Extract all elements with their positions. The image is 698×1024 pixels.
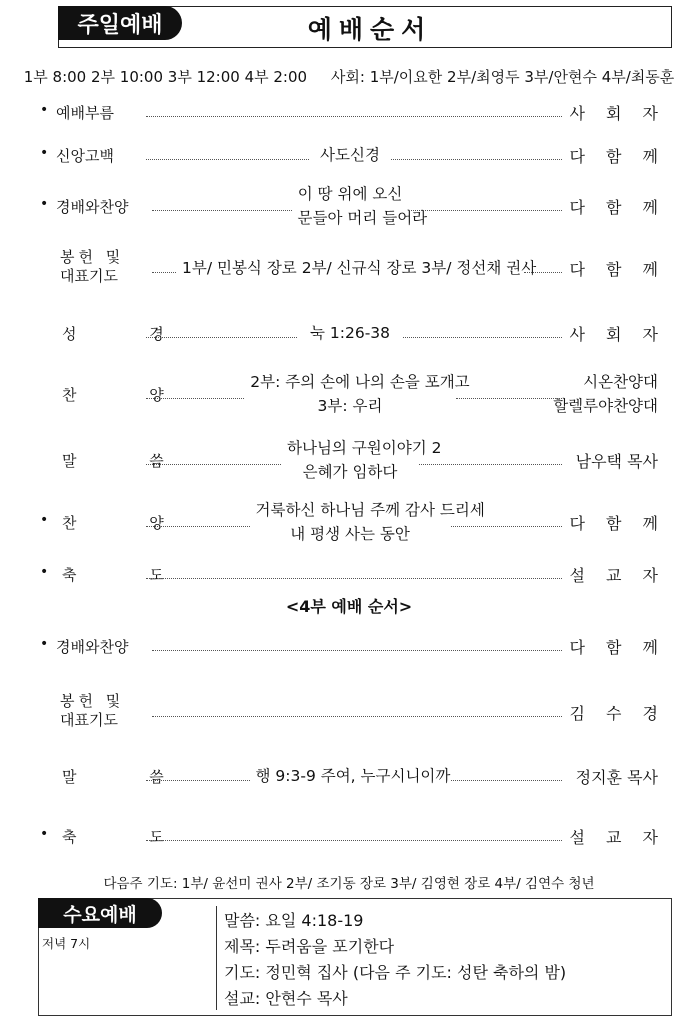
- wednesday-line: 말씀: 요일 4:18-19: [224, 911, 364, 930]
- order-content-line: 이 땅 위에 오신: [297, 185, 403, 203]
- order-content-line: 은혜가 임하다: [302, 463, 398, 481]
- dotted-leader: [146, 337, 297, 338]
- order-label-line: 봉헌 및: [60, 692, 125, 710]
- order-content: [182, 256, 537, 280]
- order-presenter-line: 다 함 께: [569, 638, 666, 657]
- order-presenter-line: 설 교 자: [569, 566, 666, 585]
- order-label: 신앙고백: [56, 147, 114, 165]
- dotted-leader: [403, 337, 562, 338]
- order-label: [60, 692, 124, 730]
- order-content-line: 2부: 주의 손에 나의 손을 포개고: [250, 373, 470, 391]
- order-row: [0, 439, 698, 481]
- dotted-leader: [451, 780, 563, 781]
- order-presenter: [569, 701, 666, 724]
- order-label-line: 대표기도: [60, 711, 118, 729]
- bullet: •: [40, 145, 49, 161]
- order-content: [250, 370, 470, 418]
- order-label-line: 봉헌 및: [60, 248, 125, 266]
- dotted-leader: [152, 650, 562, 651]
- order-label: 성 경: [62, 325, 198, 343]
- order-content: [303, 321, 398, 345]
- order-row: [0, 822, 698, 850]
- dotted-leader: [146, 578, 562, 579]
- wednesday-line: 기도: 정민혁 집사 (다음 주 기도: 성탄 축하의 밤): [224, 963, 567, 982]
- wednesday-line: 제목: 두려움을 포기한다: [224, 937, 395, 956]
- dotted-leader: [146, 398, 244, 399]
- dotted-leader: [146, 116, 562, 117]
- order-content-line: 문들아 머리 들어라: [297, 209, 428, 227]
- order-content: [255, 498, 485, 546]
- dotted-leader: [419, 464, 562, 465]
- order-row: [0, 692, 698, 729]
- service-times: 1부 8:00 2부 10:00 3부 12:00 4부 2:00: [23, 68, 308, 86]
- dotted-leader: [152, 716, 562, 717]
- presiders: 사회: 1부/이요한 2부/최영두 3부/안현수 4부/최동훈: [330, 68, 675, 86]
- order-label: 찬 양: [62, 514, 198, 532]
- order-presenter-line: 정지훈 목사: [575, 768, 658, 787]
- order-row: [0, 248, 698, 285]
- sunday-service-badge: 주일예배: [58, 6, 182, 40]
- bullet: •: [40, 636, 49, 652]
- dotted-leader: [146, 780, 250, 781]
- order-label: 찬 양: [62, 386, 198, 404]
- order-row: [0, 762, 698, 790]
- order-presenter: [569, 563, 666, 586]
- wednesday-service-badge: 수요예배: [38, 898, 162, 928]
- order-content: [255, 764, 451, 788]
- order-content-line: 1부/ 민봉식 장로 2부/ 신규식 장로 3부/ 정선채 권사: [182, 259, 537, 277]
- dotted-leader: [152, 272, 176, 273]
- order-row: [0, 185, 698, 227]
- order-presenter-line: 다 함 께: [569, 260, 666, 279]
- order-presenter: [569, 322, 666, 345]
- order-presenter-line: 사 회 자: [569, 104, 666, 123]
- order-row: [0, 319, 698, 347]
- order-presenter: [569, 144, 666, 167]
- order-presenter: [569, 825, 666, 848]
- order-row: [0, 373, 698, 415]
- order-presenter-line: 설 교 자: [569, 828, 666, 847]
- order-label: 말 씀: [62, 452, 198, 470]
- wednesday-divider: [216, 906, 217, 1010]
- order-label: 경배와찬양: [56, 638, 129, 656]
- dotted-leader: [409, 210, 563, 211]
- order-presenter-line: 다 함 께: [569, 514, 666, 533]
- order-label: 말 씀: [62, 768, 198, 786]
- bullet: •: [40, 102, 49, 118]
- order-content-line: 3부: 우리: [317, 397, 383, 415]
- order-presenter-line: 시온찬양대: [583, 373, 658, 391]
- order-label: 축 도: [62, 566, 198, 584]
- order-label: [60, 248, 124, 286]
- service-times-line: [0, 66, 698, 87]
- dotted-leader: [152, 210, 292, 211]
- order-label-line: 대표기도: [60, 267, 118, 285]
- bullet: •: [40, 196, 49, 212]
- order-content: [297, 182, 428, 230]
- order-presenter-line: 김 수 경: [569, 704, 666, 723]
- order-content-line: 사도신경: [320, 146, 380, 164]
- order-row: [0, 501, 698, 543]
- order-row: [0, 632, 698, 660]
- dotted-leader: [146, 159, 309, 160]
- dotted-leader: [391, 159, 562, 160]
- order-presenter-line: 사 회 자: [569, 325, 666, 344]
- order-presenter-line: 다 함 께: [569, 147, 666, 166]
- order-presenter: [569, 257, 666, 280]
- order-row: [0, 98, 698, 126]
- order-presenter: [569, 101, 666, 124]
- order-presenter: [569, 195, 666, 218]
- order-presenter: [569, 511, 666, 534]
- dotted-leader: [146, 526, 250, 527]
- dotted-leader: [146, 464, 281, 465]
- dotted-leader: [146, 840, 562, 841]
- order-content: [287, 436, 442, 484]
- order-row: [0, 141, 698, 169]
- order-content-line: 거룩하신 하나님 주께 감사 드리세: [255, 501, 485, 519]
- order-presenter-line: 다 함 께: [569, 198, 666, 217]
- order-label: 예배부름: [56, 104, 114, 122]
- order-presenter: [576, 449, 658, 472]
- order-presenter-line: 할렐루야찬양대: [553, 397, 658, 415]
- wednesday-line: 설교: 안현수 목사: [224, 989, 348, 1008]
- order-presenter: [553, 370, 658, 418]
- order-label: 축 도: [62, 828, 198, 846]
- fourth-service-title: <4부 예배 순서>: [285, 597, 413, 616]
- order-content-line: 내 평생 사는 동안: [290, 525, 410, 543]
- bullet: •: [40, 826, 49, 842]
- order-content: [315, 143, 385, 167]
- wednesday-details: [224, 908, 566, 1012]
- order-content-line: 하나님의 구원이야기 2: [287, 439, 442, 457]
- order-presenter: [576, 765, 658, 788]
- order-label: 경배와찬양: [56, 198, 129, 216]
- dotted-leader: [524, 272, 562, 273]
- order-presenter-line: 남우택 목사: [575, 452, 658, 471]
- order-content-line: 행 9:3-9 주여, 누구시니이까: [255, 767, 451, 785]
- order-content-line: 눅 1:26-38: [309, 324, 391, 342]
- bullet: •: [40, 564, 49, 580]
- bullet: •: [40, 512, 49, 528]
- order-row: [0, 560, 698, 588]
- wednesday-time: 저녁 7시: [42, 936, 91, 951]
- order-presenter: [569, 635, 666, 658]
- page-title: 예배순서: [307, 15, 433, 44]
- next-week-prayer: 다음주 기도: 1부/ 윤선미 권사 2부/ 조기동 장로 3부/ 김영현 장로 4부/ 김연수 청년: [103, 876, 595, 892]
- dotted-leader: [451, 526, 563, 527]
- dotted-leader: [456, 398, 562, 399]
